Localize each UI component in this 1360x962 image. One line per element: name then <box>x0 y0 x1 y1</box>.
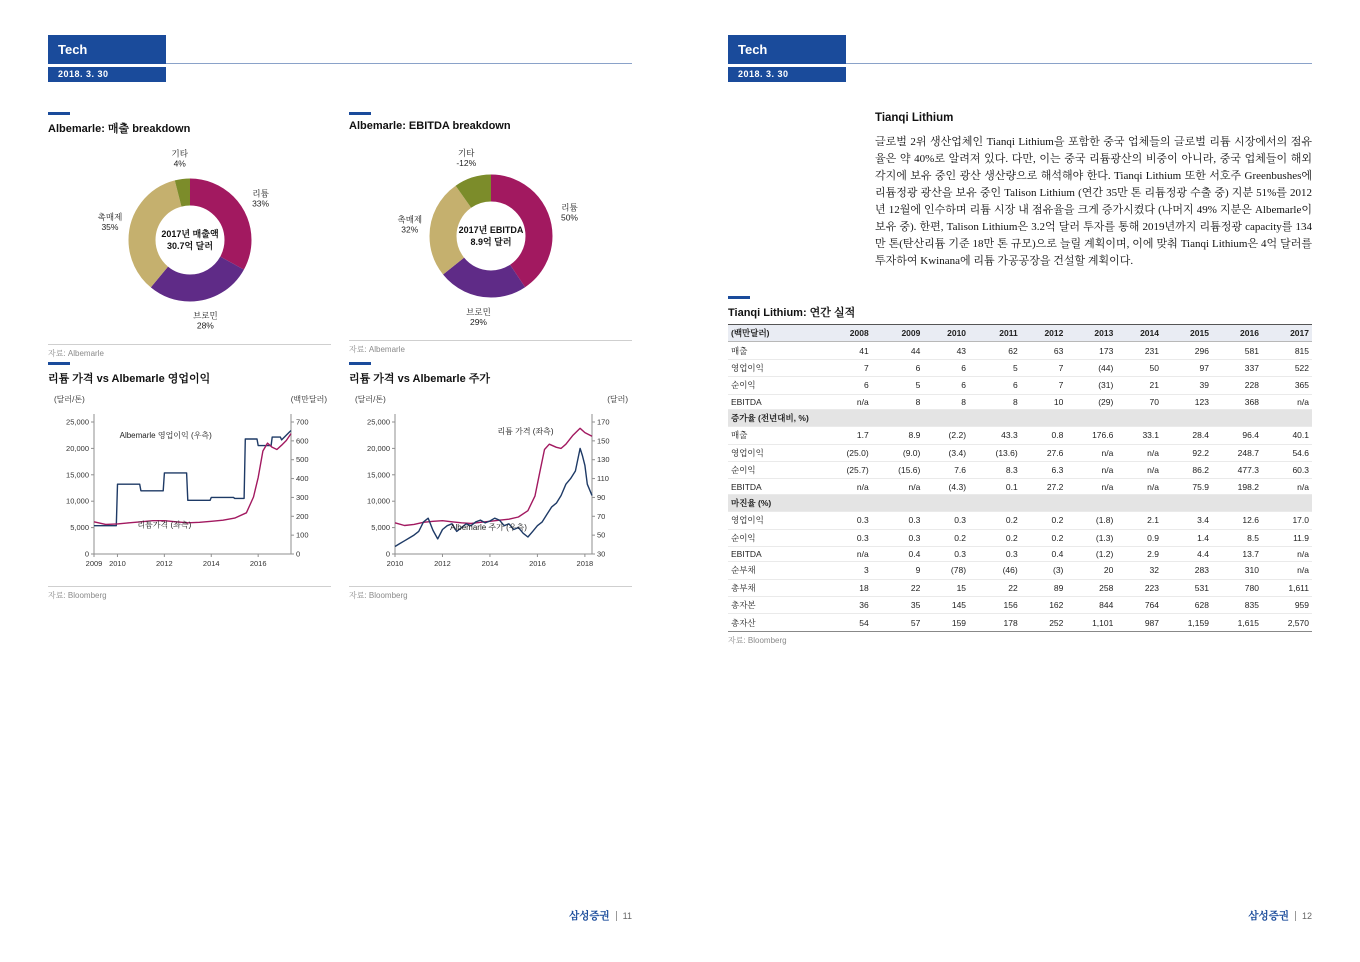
right-axis-unit-label: (달러) <box>607 395 628 404</box>
table-cell: 1.7 <box>856 430 869 441</box>
table-cell: 18 <box>859 582 869 593</box>
table-cell: 6 <box>915 362 921 373</box>
table-cell: n/a <box>1297 549 1309 560</box>
table-cell: 6 <box>1012 380 1018 391</box>
left-tick-label: 0 <box>385 549 390 559</box>
page-footer <box>1248 908 1312 923</box>
table-cell: n/a <box>1101 481 1114 492</box>
table-cell: 32 <box>1149 565 1159 576</box>
table-cell: 22 <box>1008 582 1018 593</box>
table-cell: 7 <box>1058 362 1064 373</box>
table-cell: (1.2) <box>1095 549 1114 560</box>
table-cell: 0.3 <box>1005 549 1018 560</box>
right-tick-label: 400 <box>296 474 309 484</box>
section-tag: Tech <box>48 35 166 64</box>
table-cell: 89 <box>1053 582 1064 593</box>
table-section-label: 증가율 (전년대비, %) <box>731 413 809 424</box>
table-row <box>728 512 1312 529</box>
table-cell: 40.1 <box>1292 430 1309 441</box>
article-title: Tianqi Lithium <box>875 112 954 124</box>
table-header-row <box>728 325 1312 342</box>
chart-title-price-vs-opinc: 리튬 가격 vs Albemarle 영업이익 <box>48 373 211 385</box>
x-tick-label: 2014 <box>481 559 499 568</box>
table-cell: 156 <box>1003 600 1018 611</box>
table-cell: (46) <box>1002 565 1018 576</box>
table-cell: n/a <box>1101 465 1114 476</box>
table-cell: 2.9 <box>1147 549 1159 560</box>
table-cell: 283 <box>1194 565 1209 576</box>
line-chart-price-vs-share <box>349 388 632 584</box>
left-tick-label: 25,000 <box>367 417 390 427</box>
table-row-label: 영업이익 <box>731 447 764 458</box>
table-cell: (78) <box>950 565 967 576</box>
table-cell: 0.2 <box>1051 532 1064 543</box>
table-cell: 15 <box>956 582 967 593</box>
table-cell: 0.4 <box>1051 549 1064 560</box>
donut-slice-label: 리튬 33% <box>252 188 270 209</box>
right-tick-label: 300 <box>296 492 309 502</box>
table-cell: 2,570 <box>1287 617 1309 628</box>
table-row <box>728 462 1312 479</box>
right-tick-label: 100 <box>296 530 309 540</box>
left-tick-label: 15,000 <box>66 470 89 480</box>
table-year-header: 2014 <box>1140 328 1159 339</box>
table-cell: 159 <box>951 617 967 628</box>
page-footer <box>569 908 632 923</box>
table-cell: 27.2 <box>1046 481 1064 492</box>
table-cell: 337 <box>1244 362 1259 373</box>
annual-results-table <box>728 324 1312 632</box>
right-tick-label: 600 <box>296 436 309 446</box>
table-cell: 54 <box>859 617 869 628</box>
x-tick-label: 2016 <box>529 559 546 568</box>
section-revenue-breakdown <box>48 112 331 359</box>
table-cell: 8 <box>961 396 967 407</box>
table-cell: 296 <box>1194 345 1209 356</box>
table-unit-header: (백만달러) <box>731 328 770 339</box>
table-cell: 8 <box>1012 396 1018 407</box>
brand-samsung-securities: 삼성증권 <box>569 910 610 922</box>
table-cell: 62 <box>1008 345 1018 356</box>
table-cell: 477.3 <box>1237 465 1259 476</box>
table-cell: 198.2 <box>1237 481 1259 492</box>
right-tick-label: 110 <box>597 474 609 484</box>
table-cell: 628 <box>1194 600 1209 611</box>
series-annotation: 리튬가격 (좌측) <box>137 520 192 530</box>
section-accent-bar <box>349 112 371 115</box>
page-11 <box>48 0 632 962</box>
table-cell: 1,101 <box>1092 617 1114 628</box>
table-cell: 252 <box>1049 617 1064 628</box>
header-rule <box>846 63 1312 64</box>
table-cell: n/a <box>856 396 869 407</box>
table-cell: 581 <box>1244 345 1259 356</box>
x-tick-label: 2014 <box>202 559 220 568</box>
table-row-label: 매출 <box>731 345 748 356</box>
table-cell: 258 <box>1099 582 1114 593</box>
report-date: 2018. 3. 30 <box>48 67 166 82</box>
page-number: 12 <box>1301 910 1312 921</box>
table-cell: (2.2) <box>948 430 967 441</box>
table-cell: 7 <box>1058 380 1064 391</box>
table-cell: 8.9 <box>908 430 921 441</box>
table-cell: n/a <box>856 481 869 492</box>
table-cell: 5 <box>915 380 921 391</box>
line-series <box>94 431 291 526</box>
donut-slice-label: 촉매제 32% <box>397 214 423 235</box>
table-year-header: 2015 <box>1190 328 1209 339</box>
table-cell: 43 <box>956 345 967 356</box>
table-cell: 6 <box>961 362 967 373</box>
donut-slice-label: 촉매제 35% <box>97 212 123 233</box>
table-cell: 7 <box>863 362 869 373</box>
table-year-header: 2017 <box>1290 328 1309 339</box>
x-tick-label: 2018 <box>576 559 594 568</box>
table-row <box>728 562 1312 579</box>
table-title: Tianqi Lithium: 연간 실적 <box>728 307 856 319</box>
table-cell: 0.9 <box>1147 532 1159 543</box>
right-tick-label: 170 <box>597 417 610 427</box>
table-cell: 75.9 <box>1192 481 1209 492</box>
table-row-label: 매출 <box>731 430 748 441</box>
table-cell: 228 <box>1244 380 1259 391</box>
table-cell: (1.3) <box>1095 532 1114 543</box>
table-cell: 9 <box>915 565 921 576</box>
table-cell: 7.6 <box>954 465 967 476</box>
left-axis-unit-label: (달러/톤) <box>355 395 386 404</box>
table-cell: 13.7 <box>1242 549 1259 560</box>
right-tick-label: 0 <box>296 549 301 559</box>
table-year-header: 2012 <box>1044 328 1064 339</box>
table-cell: 27.6 <box>1046 447 1064 458</box>
line-series <box>94 434 291 525</box>
table-cell: 10 <box>1053 396 1064 407</box>
table-row-label: EBITDA <box>731 396 762 407</box>
table-cell: 0.3 <box>954 515 967 526</box>
donut-slice-label: 브로민 29% <box>466 307 491 328</box>
table-cell: 6 <box>863 380 869 391</box>
right-tick-label: 30 <box>597 549 606 559</box>
left-tick-label: 10,000 <box>367 496 390 506</box>
source-note: 자료: Bloomberg <box>728 635 787 645</box>
donut-chart-revenue <box>48 138 331 342</box>
table-year-header: 2013 <box>1094 328 1114 339</box>
table-cell: 1,615 <box>1237 617 1259 628</box>
table-cell: n/a <box>1101 447 1114 458</box>
table-cell: 844 <box>1099 600 1114 611</box>
table-cell: 4.4 <box>1197 549 1209 560</box>
left-tick-label: 5,000 <box>70 523 89 533</box>
left-tick-label: 15,000 <box>367 470 390 480</box>
table-cell: (44) <box>1098 362 1114 373</box>
table-cell: 176.6 <box>1092 430 1114 441</box>
table-section-row <box>728 409 1312 426</box>
table-section-label: 마진율 (%) <box>731 497 772 508</box>
table-cell: 3 <box>863 565 869 576</box>
table-row-label: 순부채 <box>731 565 756 576</box>
section-accent-bar <box>349 362 371 365</box>
table-row-label: 총자본 <box>731 600 756 611</box>
table-row-label: 총자산 <box>731 617 756 628</box>
footer-divider <box>616 911 617 921</box>
donut-slice-label: 기타 -12% <box>456 147 477 168</box>
table-row <box>728 597 1312 614</box>
table-cell: (4.3) <box>948 481 967 492</box>
section-accent-bar <box>48 112 70 115</box>
chart-title-revenue-breakdown: Albemarle: 매출 breakdown <box>48 123 191 135</box>
table-cell: 0.8 <box>1051 430 1064 441</box>
table-cell: 0.2 <box>1051 515 1064 526</box>
table-cell: 70 <box>1149 396 1159 407</box>
table-year-header: 2009 <box>901 328 921 339</box>
table-row <box>728 427 1312 444</box>
header-rule <box>166 63 632 64</box>
table-cell: n/a <box>1297 396 1309 407</box>
table-row-label: 총부채 <box>731 582 756 593</box>
table-year-header: 2008 <box>849 328 869 339</box>
donut-slice-label: 브로민 28% <box>193 310 218 331</box>
table-cell: 0.3 <box>954 549 967 560</box>
table-year-header: 2010 <box>947 328 967 339</box>
table-cell: 96.4 <box>1242 430 1259 441</box>
table-cell: 11.9 <box>1293 532 1309 543</box>
left-tick-label: 20,000 <box>66 443 89 453</box>
table-cell: 28.4 <box>1192 430 1209 441</box>
left-tick-label: 20,000 <box>367 443 390 453</box>
right-tick-label: 700 <box>296 417 309 427</box>
table-cell: 123 <box>1194 396 1209 407</box>
table-cell: 12.6 <box>1242 515 1259 526</box>
table-cell: n/a <box>1147 481 1159 492</box>
table-cell: 92.2 <box>1192 447 1209 458</box>
table-cell: n/a <box>908 481 921 492</box>
table-cell: (3.4) <box>948 447 967 458</box>
section-accent-bar <box>48 362 70 365</box>
table-row <box>728 444 1312 461</box>
table-row <box>728 546 1312 561</box>
table-cell: 43.3 <box>1001 430 1018 441</box>
x-tick-label: 2012 <box>434 559 451 568</box>
line-chart-price-vs-opinc <box>48 388 331 584</box>
table-cell: (31) <box>1098 380 1114 391</box>
table-cell: 223 <box>1144 582 1159 593</box>
table-section-row <box>728 494 1312 511</box>
table-cell: 310 <box>1244 565 1259 576</box>
section-ebitda-breakdown <box>349 112 632 355</box>
source-note: 자료: Albemarle <box>349 340 632 355</box>
table-cell: n/a <box>1147 447 1159 458</box>
source-note: 자료: Bloomberg <box>349 586 632 601</box>
table-row <box>728 359 1312 376</box>
table-row <box>728 614 1312 631</box>
table-cell: 54.6 <box>1292 447 1309 458</box>
table-cell: 0.2 <box>1005 515 1018 526</box>
table-cell: (9.0) <box>902 447 921 458</box>
table-cell: n/a <box>1147 465 1159 476</box>
table-cell: 0.3 <box>908 515 921 526</box>
table-cell: 8.3 <box>1005 465 1018 476</box>
table-cell: 6.3 <box>1051 465 1064 476</box>
table-cell: 987 <box>1144 617 1159 628</box>
table-cell: 22 <box>910 582 921 593</box>
page-12 <box>728 0 1312 962</box>
table-cell: 50 <box>1149 362 1159 373</box>
table-cell: n/a <box>1297 565 1309 576</box>
table-row-label: EBITDA <box>731 549 762 560</box>
table-cell: 1.4 <box>1197 532 1209 543</box>
table-row <box>728 579 1312 596</box>
table-cell: 0.2 <box>954 532 967 543</box>
x-tick-label: 2010 <box>109 559 126 568</box>
x-tick-label: 2009 <box>85 559 103 568</box>
section-price-vs-share-price <box>349 362 632 601</box>
table-row <box>728 479 1312 494</box>
left-tick-label: 5,000 <box>371 523 390 533</box>
source-note: 자료: Albemarle <box>48 344 331 359</box>
donut-chart-ebitda <box>349 134 632 338</box>
series-annotation: 리튬 가격 (좌측) <box>497 426 554 436</box>
donut-center-label: 2017년 EBITDA 8.9억 달러 <box>458 225 524 247</box>
table-cell: (29) <box>1098 396 1114 407</box>
table-cell: 41 <box>859 345 869 356</box>
chart-title-ebitda-breakdown: Albemarle: EBITDA breakdown <box>349 120 511 132</box>
table-cell: 0.3 <box>908 532 921 543</box>
table-cell: 36 <box>859 600 869 611</box>
table-cell: 162 <box>1049 600 1064 611</box>
table-cell: 531 <box>1194 582 1209 593</box>
table-cell: 145 <box>951 600 967 611</box>
table-cell: 1,611 <box>1288 582 1309 593</box>
table-cell: 0.3 <box>856 532 869 543</box>
donut-center-label: 2017년 매출액 30.7억 달러 <box>161 229 219 251</box>
table-cell: 959 <box>1294 600 1309 611</box>
table-cell: n/a <box>1297 481 1309 492</box>
donut-slice-label: 기타 4% <box>171 148 188 169</box>
table-cell: 231 <box>1144 345 1159 356</box>
table-cell: 0.2 <box>1005 532 1018 543</box>
table-cell: (25.7) <box>846 465 869 476</box>
table-cell: 178 <box>1003 617 1018 628</box>
x-tick-label: 2010 <box>386 559 404 568</box>
table-cell: n/a <box>856 549 869 560</box>
table-cell: (3) <box>1052 565 1064 576</box>
table-year-header: 2016 <box>1240 328 1259 339</box>
table-cell: 835 <box>1244 600 1259 611</box>
table-cell: 39 <box>1199 380 1209 391</box>
right-tick-label: 500 <box>296 455 309 465</box>
right-tick-label: 130 <box>597 455 610 465</box>
right-tick-label: 200 <box>296 511 309 521</box>
table-cell: 368 <box>1244 396 1259 407</box>
table-cell: (1.8) <box>1095 515 1114 526</box>
table-cell: 57 <box>910 617 921 628</box>
table-row <box>728 377 1312 394</box>
table-cell: 0.4 <box>908 549 921 560</box>
line-series <box>395 428 592 525</box>
table-cell: 8.5 <box>1247 532 1259 543</box>
table-cell: 173 <box>1099 345 1114 356</box>
table-row-label: 영업이익 <box>731 515 764 526</box>
article-body: 글로벌 2위 생산업체인 Tianqi Lithium을 포함한 중국 업체들의 글로벌 리튬 시장에서의 점유율은 약 40%로 알려져 있다. 다만, 이는 중국 리튬광산의 비중이 아니라, 중국 업체들이 해외 각지에 보유 중인 광산 생산량으로 해석해야 한다. Tianqi Lithium 또한 서호주 Greenbushes에 리튬정광 광산을 보유 중인 Talison Lithium (연간 35만 톤 리튬정광 수출 중) 지분 51%를 2012년 12월에 인수하며 리튬 시장 내 점유율을 크게 증가시켰다 (나머지 49% 지분은 Albemarle이 보유 중). 한편, Talison Lithium은 3.2억 달러 투자를 통해 2019년까지 리튬정광 capacity를 134만 톤(탄산리튬 기준 18만 톤 규모)으로 늘릴 계획이며, 이에 맞춰 Tianqi Lithium은 4억 달러를 투자하여 Kwinana에 리튬 가공공장을 건설할 계획이다. <box>875 136 1312 268</box>
section-annual-results <box>728 296 1312 646</box>
table-cell: 35 <box>910 600 921 611</box>
right-tick-label: 90 <box>597 492 606 502</box>
left-tick-label: 0 <box>84 549 89 559</box>
table-cell: 0.3 <box>856 515 869 526</box>
table-cell: 6 <box>961 380 967 391</box>
table-year-header: 2011 <box>999 328 1018 339</box>
left-axis-unit-label: (달러/톤) <box>54 395 85 404</box>
table-row <box>728 342 1312 359</box>
left-tick-label: 10,000 <box>66 496 89 506</box>
table-row-label: 순이익 <box>731 532 756 543</box>
table-cell: (25.0) <box>846 447 869 458</box>
table-cell: 20 <box>1103 565 1114 576</box>
source-note: 자료: Bloomberg <box>48 586 331 601</box>
series-annotation: Albemarle 영업이익 (우측) <box>119 430 212 440</box>
table-row <box>728 394 1312 409</box>
right-tick-label: 70 <box>597 511 606 521</box>
table-cell: 3.4 <box>1197 515 1209 526</box>
table-cell: 8 <box>915 396 921 407</box>
page-number: 11 <box>622 910 632 921</box>
report-date: 2018. 3. 30 <box>728 67 846 82</box>
table-row-label: 순이익 <box>731 465 756 476</box>
table-cell: (13.6) <box>995 447 1018 458</box>
right-tick-label: 50 <box>597 530 606 540</box>
table-row-label: 순이익 <box>731 380 756 391</box>
table-cell: 63 <box>1053 345 1064 356</box>
table-cell: 33.1 <box>1142 430 1159 441</box>
brand-samsung-securities: 삼성증권 <box>1248 910 1289 922</box>
section-price-vs-operating-income <box>48 362 331 601</box>
table-cell: 764 <box>1144 600 1159 611</box>
footer-divider <box>1295 911 1296 921</box>
table-cell: 1,159 <box>1187 617 1209 628</box>
x-tick-label: 2012 <box>156 559 173 568</box>
table-cell: 21 <box>1149 380 1159 391</box>
table-cell: 815 <box>1294 345 1309 356</box>
donut-slice-label: 리튬 50% <box>560 202 578 223</box>
table-cell: 44 <box>910 345 921 356</box>
section-accent-bar <box>728 296 750 299</box>
table-cell: 60.3 <box>1292 465 1309 476</box>
section-tag: Tech <box>728 35 846 64</box>
table-cell: 365 <box>1294 380 1309 391</box>
table-cell: 86.2 <box>1192 465 1209 476</box>
table-row-label: 영업이익 <box>731 362 764 373</box>
series-annotation: Albemarle 주가 (우측) <box>450 523 527 533</box>
table-cell: 17.0 <box>1292 515 1309 526</box>
table-cell: 522 <box>1294 362 1309 373</box>
table-cell: 5 <box>1012 362 1018 373</box>
table-cell: 2.1 <box>1147 515 1159 526</box>
table-cell: 248.7 <box>1237 447 1259 458</box>
table-cell: 97 <box>1199 362 1209 373</box>
table-cell: 0.1 <box>1005 481 1018 492</box>
table-row-label: EBITDA <box>731 481 762 492</box>
table-cell: (15.6) <box>898 465 921 476</box>
right-tick-label: 150 <box>597 436 610 446</box>
right-axis-unit-label: (백만달러) <box>290 395 327 404</box>
table-row <box>728 529 1312 546</box>
left-tick-label: 25,000 <box>66 417 89 427</box>
x-tick-label: 2016 <box>249 559 267 568</box>
chart-title-price-vs-share: 리튬 가격 vs Albemarle 주가 <box>349 373 490 385</box>
table-cell: 780 <box>1244 582 1259 593</box>
